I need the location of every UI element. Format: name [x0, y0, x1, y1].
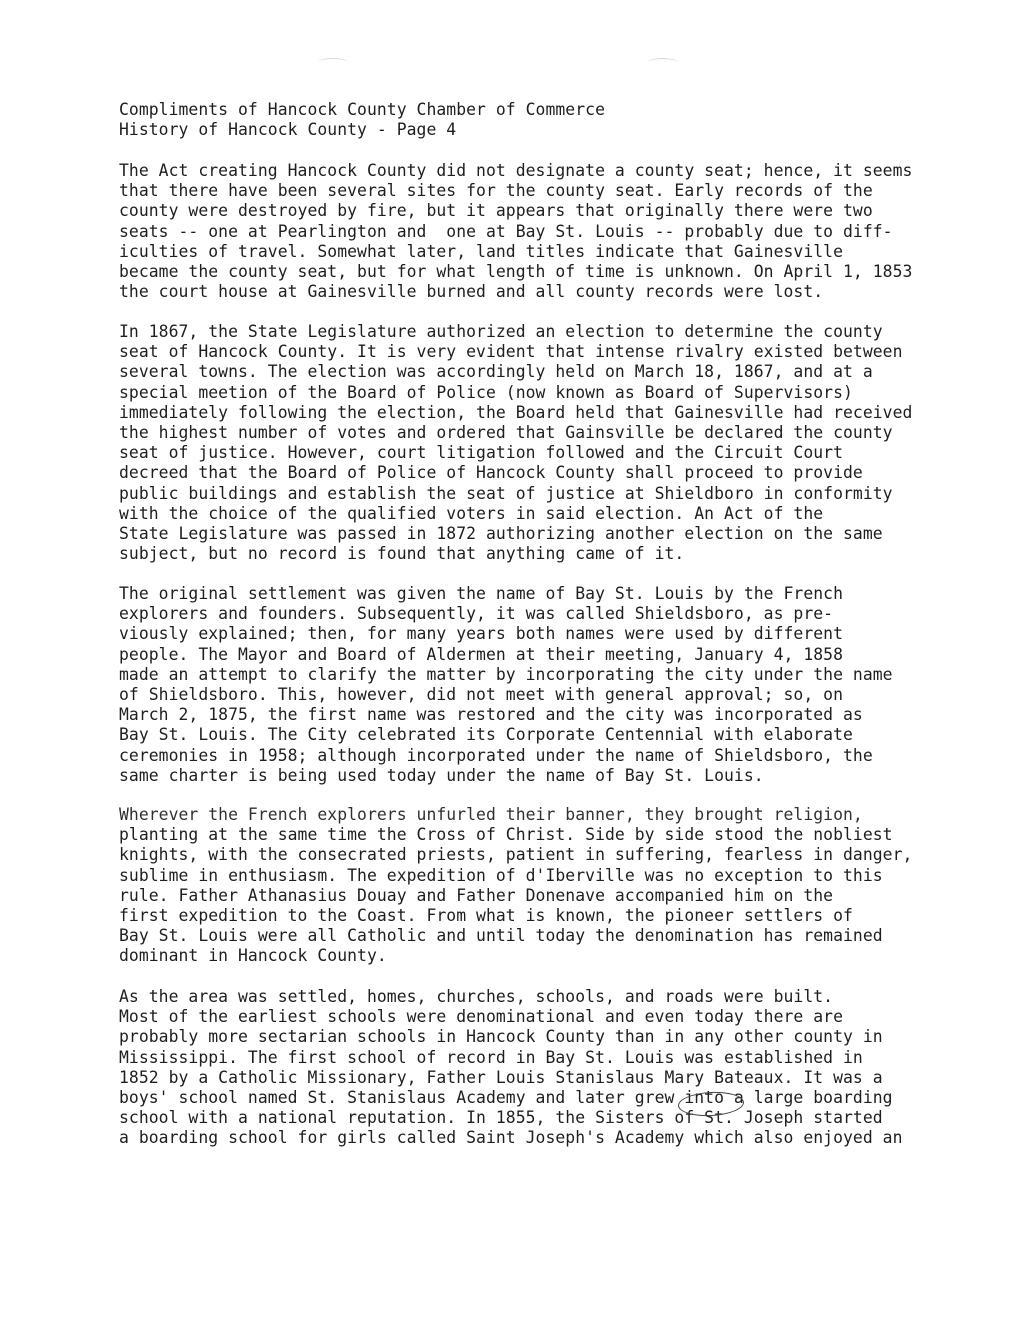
text-line: of Shieldsboro. This, however, did not meet with general approval; so, on — [119, 685, 844, 705]
text-line: The Act creating Hancock County did not designate a county seat; hence, it seems — [119, 161, 913, 180]
text-line: Bay St. Louis. The City celebrated its Corporate Centennial with elaborate — [119, 725, 853, 745]
text-line: In 1867, the State Legislature authorized an election to determine the county — [119, 322, 883, 341]
paragraph-schools — [119, 987, 999, 1149]
paragraph-election-1867 — [119, 322, 999, 564]
text-line: immediately following the election, the Board held that Gainesville had received — [119, 402, 913, 422]
text-line: viously explained; then, for many years both names were used by different — [119, 624, 844, 644]
text-line: several towns. The election was accordingly held on March 18, 1867, and at a — [119, 362, 873, 382]
text-line: the court house at Gainesville burned and all county records were lost. — [119, 282, 824, 302]
text-line: became the county seat, but for what length of time is unknown. On April 1, 1853 — [119, 262, 913, 282]
text-line: planting at the same time the Cross of Christ. Side by side stood the nobliest — [119, 825, 893, 845]
paragraph-religion — [119, 805, 999, 967]
text-line: with the choice of the qualified voters in said election. An Act of the — [119, 503, 824, 523]
text-line: people. The Mayor and Board of Aldermen at their meeting, January 4, 1858 — [119, 644, 844, 664]
text-line: probably more sectarian schools in Hancock County than in any other county in — [119, 1027, 883, 1047]
text-line: Most of the earliest schools were denominational and even today there are — [119, 1007, 844, 1027]
text-line: boys' school named St. Stanislaus Academy and later grew into a large boarding — [119, 1088, 893, 1108]
document-header — [119, 100, 979, 140]
scan-artifact — [648, 58, 678, 67]
text-line: iculties of travel. Somewhat later, land titles indicate that Gainesville — [119, 241, 844, 261]
text-line: subject, but no record is found that anything came of it. — [119, 544, 685, 564]
text-line: sublime in enthusiasm. The expedition of d'Iberville was no exception to this — [119, 865, 883, 885]
text-line: 1852 by a Catholic Missionary, Father Louis Stanislaus Mary Bateaux. It was a — [119, 1067, 883, 1087]
text-line: As the area was settled, homes, churches, schools, and roads were built. — [119, 987, 834, 1006]
text-line: seats -- one at Pearlington and one at Bay St. Louis -- probably due to diff- — [119, 221, 893, 241]
text-line: seat of justice. However, court litigation followed and the Circuit Court — [119, 443, 844, 463]
text-line: dominant in Hancock County. — [119, 946, 387, 966]
text-line: school with a national reputation. In 1855, the Sisters of St. Joseph started — [119, 1108, 883, 1128]
text-line: Mississippi. The first school of record in Bay St. Louis was established in — [119, 1047, 863, 1067]
text-line: county were destroyed by fire, but it appears that originally there were two — [119, 201, 873, 221]
text-line: State Legislature was passed in 1872 authorizing another election on the same — [119, 524, 883, 544]
scan-artifact — [318, 58, 348, 67]
text-line: same charter is being used today under the name of Bay St. Louis. — [119, 765, 764, 785]
text-line: explorers and founders. Subsequently, it was called Shieldsboro, as pre- — [119, 604, 834, 624]
paragraph-settlement-name — [119, 584, 999, 786]
text-line: March 2, 1875, the first name was restored and the city was incorporated as — [119, 705, 863, 725]
text-line: The original settlement was given the name of Bay St. Louis by the French — [119, 584, 844, 603]
text-line: made an attempt to clarify the matter by incorporating the city under the name — [119, 664, 893, 684]
text-line: a boarding school for girls called Saint Joseph's Academy which also enjoyed an — [119, 1128, 903, 1148]
text-line: first expedition to the Coast. From what is known, the pioneer settlers of — [119, 906, 853, 926]
text-line: the highest number of votes and ordered that Gainsville be declared the county — [119, 423, 893, 443]
text-line: knights, with the consecrated priests, patient in suffering, fearless in danger, — [119, 845, 913, 865]
text-line: that there have been several sites for the county seat. Early records of the — [119, 181, 873, 201]
paragraph-county-seat — [119, 161, 999, 302]
header-line: History of Hancock County - Page 4 — [119, 120, 457, 140]
text-line: special meetion of the Board of Police (now known as Board of Supervisors) — [119, 382, 853, 402]
text-line: Wherever the French explorers unfurled their banner, they brought religion, — [119, 805, 863, 824]
text-line: Bay St. Louis were all Catholic and until today the denomination has remained — [119, 926, 883, 946]
text-line: rule. Father Athanasius Douay and Father Donenave accompanied him on the — [119, 885, 834, 905]
header-line: Compliments of Hancock County Chamber of Commerce — [119, 100, 605, 119]
text-line: public buildings and establish the seat of justice at Shieldboro in conformity — [119, 483, 893, 503]
text-line: seat of Hancock County. It is very evident that intense rivalry existed between — [119, 342, 903, 362]
text-line: ceremonies in 1958; although incorporated under the name of Shieldsboro, the — [119, 745, 873, 765]
text-line: decreed that the Board of Police of Hancock County shall proceed to provide — [119, 463, 863, 483]
